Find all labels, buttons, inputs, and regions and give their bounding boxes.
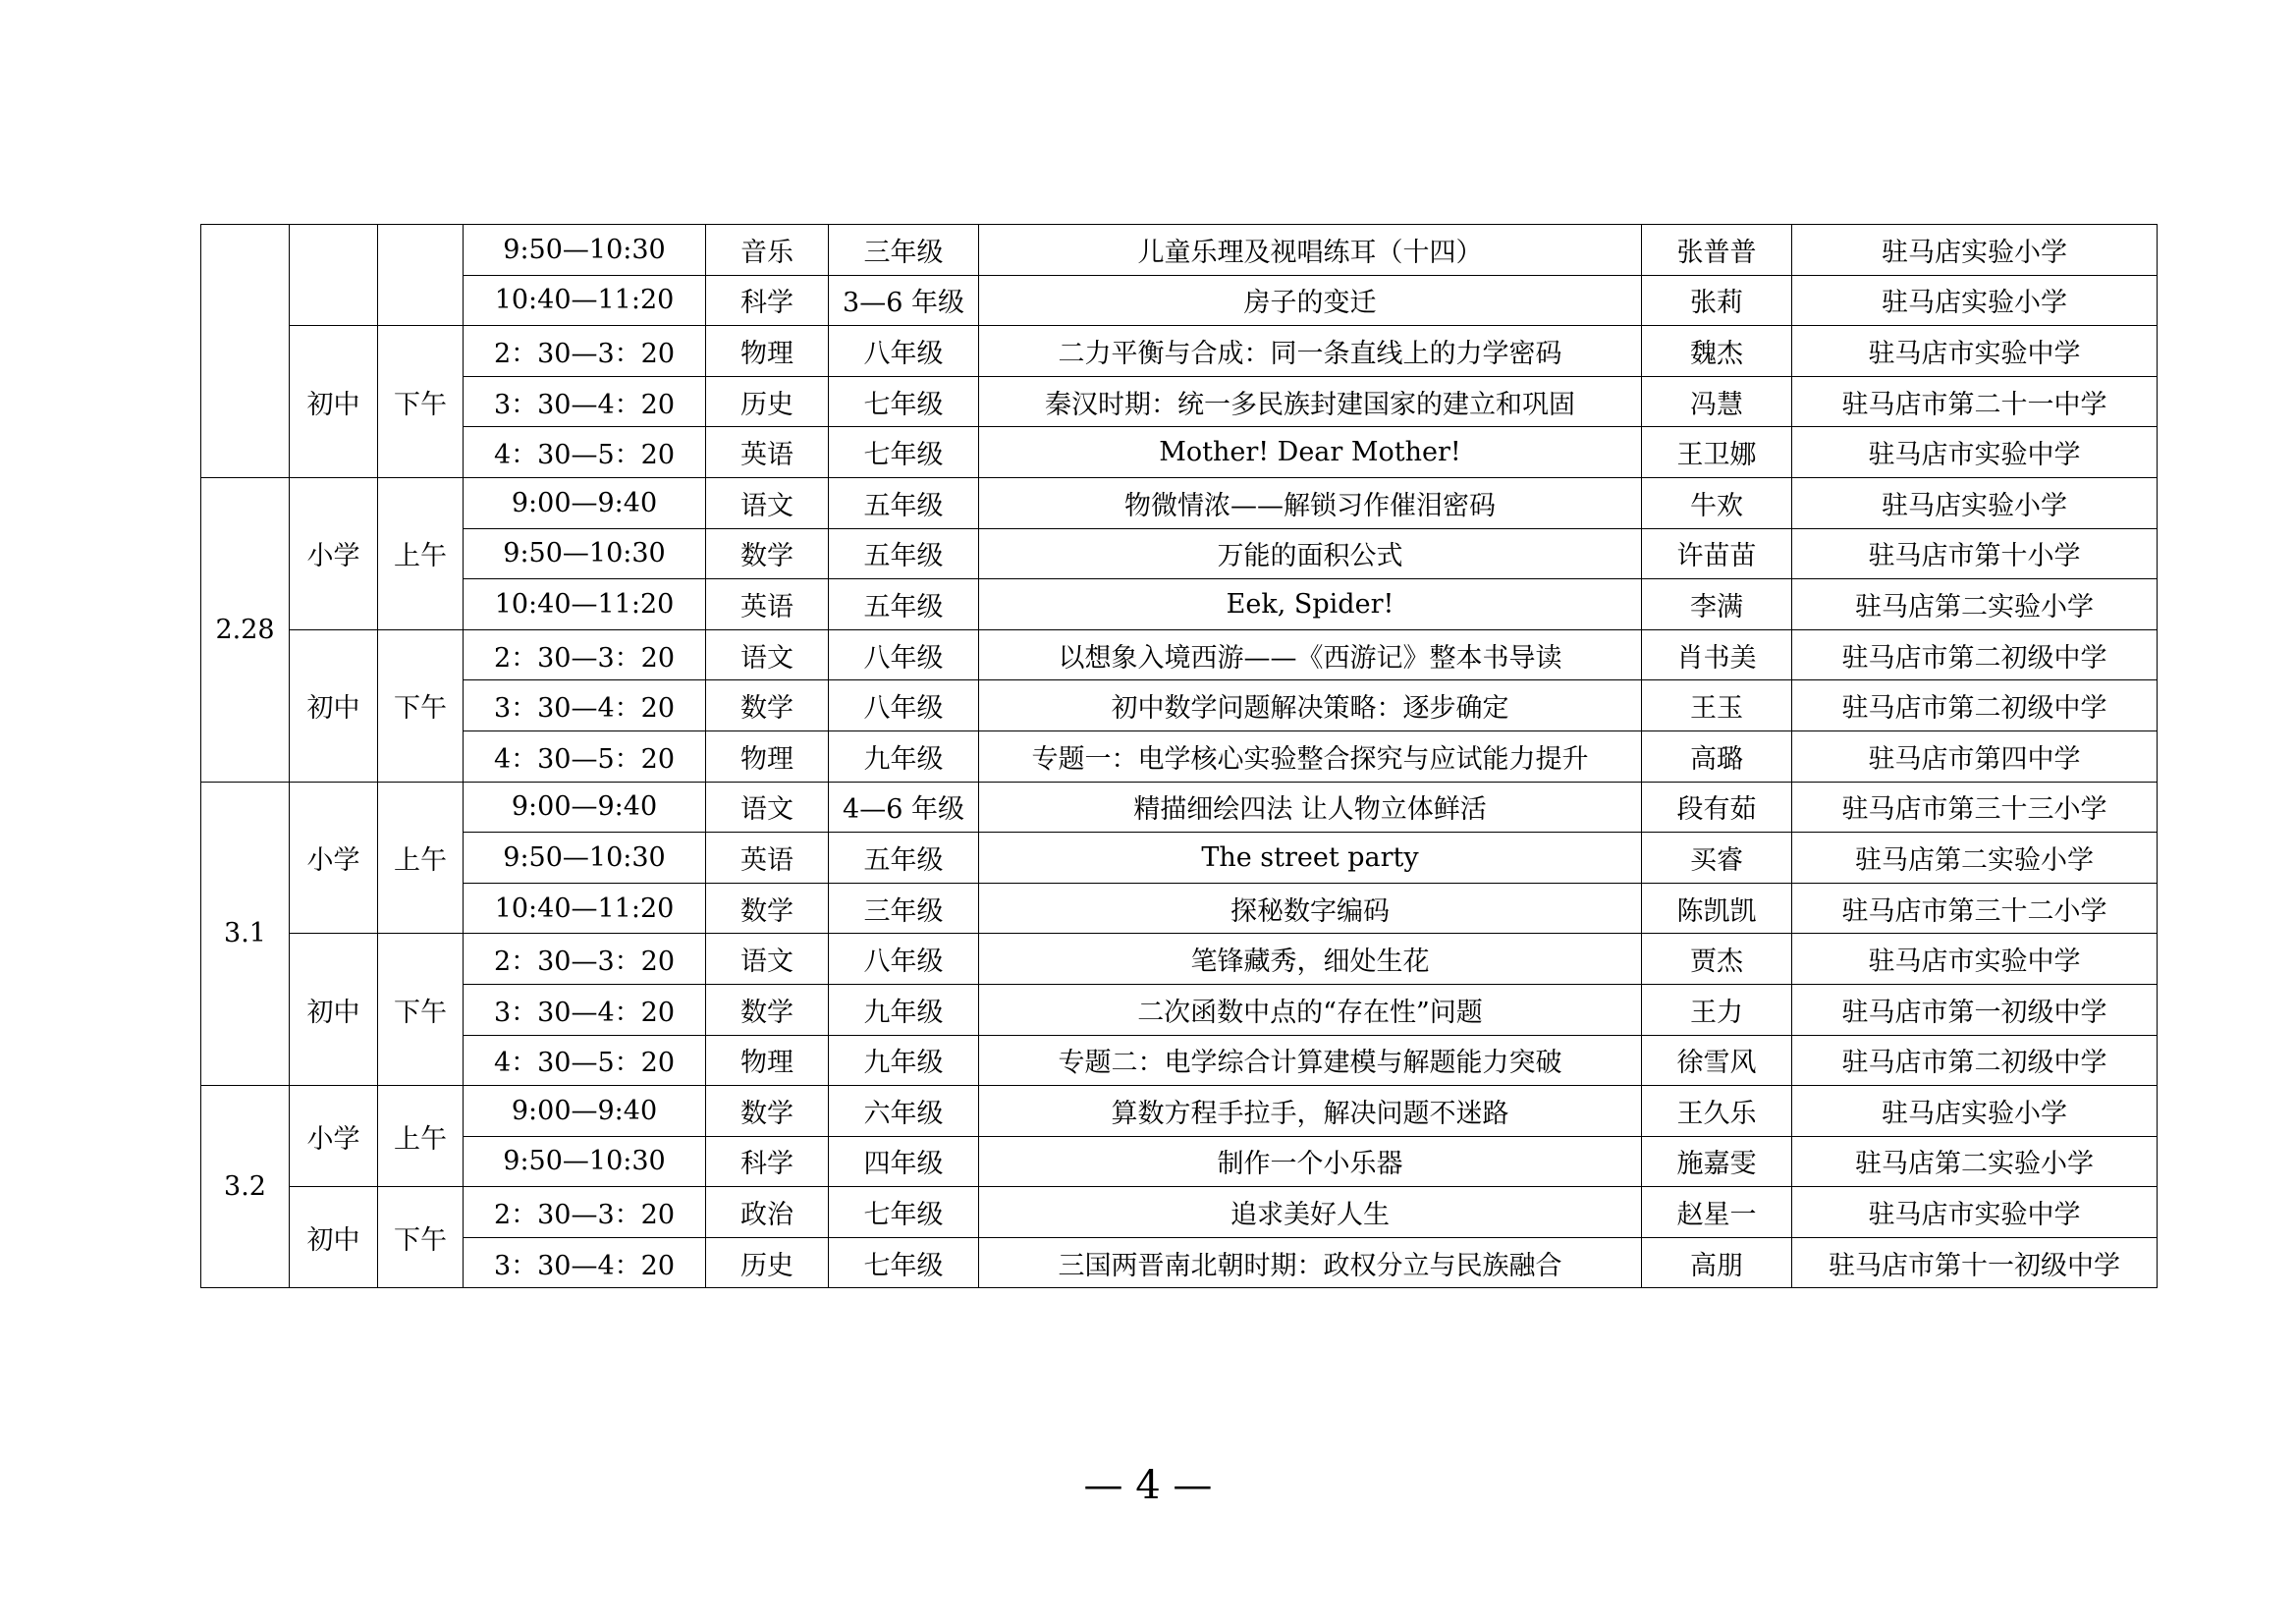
subject-cell: 物理: [706, 730, 829, 782]
topic-cell: Eek, Spider!: [979, 579, 1642, 630]
grade-cell: 八年级: [829, 680, 979, 731]
period-cell: [378, 225, 464, 326]
school-cell: 驻马店市第二初级中学: [1792, 680, 2158, 731]
teacher-cell: 王力: [1642, 984, 1792, 1035]
topic-cell: 物微情浓——解锁习作催泪密码: [979, 477, 1642, 528]
subject-cell: 英语: [706, 427, 829, 478]
subject-cell: 物理: [706, 326, 829, 377]
table-row: [201, 1237, 2158, 1288]
grade-cell: 五年级: [829, 528, 979, 579]
teacher-cell: 肖书美: [1642, 629, 1792, 680]
teacher-cell: 施嘉雯: [1642, 1136, 1792, 1187]
date-cell: [201, 225, 290, 478]
topic-cell: 精描细绘四法 让人物立体鲜活: [979, 782, 1642, 833]
topic-cell: 万能的面积公式: [979, 528, 1642, 579]
date-cell: 3.1: [201, 782, 290, 1086]
level-cell: 小学: [290, 477, 378, 629]
school-cell: 驻马店市第三十二小学: [1792, 883, 2158, 934]
date-cell: 3.2: [201, 1086, 290, 1288]
subject-cell: 历史: [706, 376, 829, 427]
school-cell: 驻马店市第十一初级中学: [1792, 1237, 2158, 1288]
teacher-cell: 张普普: [1642, 225, 1792, 276]
topic-cell: 三国两晋南北朝时期：政权分立与民族融合: [979, 1237, 1642, 1288]
school-cell: 驻马店市第一初级中学: [1792, 984, 2158, 1035]
subject-cell: 数学: [706, 883, 829, 934]
page-number: — 4 —: [1083, 1463, 1213, 1508]
grade-cell: 八年级: [829, 629, 979, 680]
school-cell: 驻马店实验小学: [1792, 1086, 2158, 1137]
time-cell: 4：30—5：20: [464, 427, 706, 478]
school-cell: 驻马店市实验中学: [1792, 934, 2158, 985]
teacher-cell: 段有茹: [1642, 782, 1792, 833]
school-cell: 驻马店第二实验小学: [1792, 579, 2158, 630]
table-row: [201, 680, 2158, 731]
grade-cell: 四年级: [829, 1136, 979, 1187]
table-row: [201, 528, 2158, 579]
subject-cell: 语文: [706, 782, 829, 833]
grade-cell: 4—6 年级: [829, 782, 979, 833]
school-cell: 驻马店实验小学: [1792, 275, 2158, 326]
subject-cell: 语文: [706, 934, 829, 985]
grade-cell: 八年级: [829, 934, 979, 985]
topic-cell: 制作一个小乐器: [979, 1136, 1642, 1187]
topic-cell: 探秘数字编码: [979, 883, 1642, 934]
school-cell: 驻马店市实验中学: [1792, 427, 2158, 478]
grade-cell: 八年级: [829, 326, 979, 377]
time-cell: 3：30—4：20: [464, 984, 706, 1035]
table-row: [201, 1086, 2158, 1137]
grade-cell: 七年级: [829, 1187, 979, 1238]
table-row: [201, 579, 2158, 630]
table-row: [201, 376, 2158, 427]
time-cell: 9:00—9:40: [464, 782, 706, 833]
grade-cell: 五年级: [829, 833, 979, 884]
topic-cell: 追求美好人生: [979, 1187, 1642, 1238]
subject-cell: 英语: [706, 833, 829, 884]
topic-cell: The street party: [979, 833, 1642, 884]
subject-cell: 音乐: [706, 225, 829, 276]
level-cell: 小学: [290, 1086, 378, 1187]
topic-cell: 算数方程手拉手，解决问题不迷路: [979, 1086, 1642, 1137]
level-cell: 初中: [290, 326, 378, 478]
time-cell: 3：30—4：20: [464, 376, 706, 427]
teacher-cell: 陈凯凯: [1642, 883, 1792, 934]
teacher-cell: 冯慧: [1642, 376, 1792, 427]
subject-cell: 数学: [706, 984, 829, 1035]
table-row: [201, 730, 2158, 782]
level-cell: 初中: [290, 934, 378, 1086]
table-row: [201, 984, 2158, 1035]
grade-cell: 七年级: [829, 376, 979, 427]
subject-cell: 英语: [706, 579, 829, 630]
time-cell: 2：30—3：20: [464, 934, 706, 985]
time-cell: 9:00—9:40: [464, 1086, 706, 1137]
topic-cell: 笔锋藏秀，细处生花: [979, 934, 1642, 985]
grade-cell: 九年级: [829, 730, 979, 782]
subject-cell: 历史: [706, 1237, 829, 1288]
table-row: [201, 225, 2158, 276]
schedule-table: [200, 224, 2158, 1288]
topic-cell: 儿童乐理及视唱练耳（十四）: [979, 225, 1642, 276]
subject-cell: 数学: [706, 680, 829, 731]
table-row: [201, 275, 2158, 326]
period-cell: 上午: [378, 1086, 464, 1187]
subject-cell: 科学: [706, 275, 829, 326]
school-cell: 驻马店市实验中学: [1792, 1187, 2158, 1238]
table-row: [201, 782, 2158, 833]
teacher-cell: 贾杰: [1642, 934, 1792, 985]
school-cell: 驻马店第二实验小学: [1792, 1136, 2158, 1187]
time-cell: 9:00—9:40: [464, 477, 706, 528]
table-row: [201, 1136, 2158, 1187]
table-row: [201, 477, 2158, 528]
school-cell: 驻马店市第三十三小学: [1792, 782, 2158, 833]
topic-cell: 房子的变迁: [979, 275, 1642, 326]
teacher-cell: 徐雪风: [1642, 1035, 1792, 1086]
schedule-body: [201, 225, 2158, 1288]
topic-cell: 专题二：电学综合计算建模与解题能力突破: [979, 1035, 1642, 1086]
school-cell: 驻马店市第二初级中学: [1792, 1035, 2158, 1086]
grade-cell: 五年级: [829, 477, 979, 528]
teacher-cell: 王卫娜: [1642, 427, 1792, 478]
time-cell: 9:50—10:30: [464, 225, 706, 276]
time-cell: 2：30—3：20: [464, 326, 706, 377]
level-cell: 初中: [290, 629, 378, 782]
table-row: [201, 883, 2158, 934]
topic-cell: 二力平衡与合成：同一条直线上的力学密码: [979, 326, 1642, 377]
period-cell: 下午: [378, 629, 464, 782]
teacher-cell: 李满: [1642, 579, 1792, 630]
teacher-cell: 买睿: [1642, 833, 1792, 884]
school-cell: 驻马店市第二十一中学: [1792, 376, 2158, 427]
teacher-cell: 魏杰: [1642, 326, 1792, 377]
teacher-cell: 王玉: [1642, 680, 1792, 731]
topic-cell: 以想象入境西游——《西游记》整本书导读: [979, 629, 1642, 680]
time-cell: 9:50—10:30: [464, 833, 706, 884]
school-cell: 驻马店市第二初级中学: [1792, 629, 2158, 680]
date-cell: 2.28: [201, 477, 290, 782]
school-cell: 驻马店第二实验小学: [1792, 833, 2158, 884]
teacher-cell: 高璐: [1642, 730, 1792, 782]
teacher-cell: 张莉: [1642, 275, 1792, 326]
grade-cell: 七年级: [829, 427, 979, 478]
level-cell: 初中: [290, 1187, 378, 1288]
table-row: [201, 833, 2158, 884]
time-cell: 2：30—3：20: [464, 1187, 706, 1238]
grade-cell: 三年级: [829, 883, 979, 934]
grade-cell: 七年级: [829, 1237, 979, 1288]
subject-cell: 科学: [706, 1136, 829, 1187]
time-cell: 4：30—5：20: [464, 730, 706, 782]
period-cell: 下午: [378, 934, 464, 1086]
subject-cell: 物理: [706, 1035, 829, 1086]
subject-cell: 数学: [706, 528, 829, 579]
teacher-cell: 牛欢: [1642, 477, 1792, 528]
time-cell: 3：30—4：20: [464, 680, 706, 731]
grade-cell: 五年级: [829, 579, 979, 630]
time-cell: 10:40—11:20: [464, 883, 706, 934]
table-row: [201, 1035, 2158, 1086]
time-cell: 4：30—5：20: [464, 1035, 706, 1086]
teacher-cell: 许苗苗: [1642, 528, 1792, 579]
topic-cell: Mother! Dear Mother!: [979, 427, 1642, 478]
teacher-cell: 王久乐: [1642, 1086, 1792, 1137]
period-cell: 下午: [378, 1187, 464, 1288]
table-row: [201, 934, 2158, 985]
time-cell: 10:40—11:20: [464, 275, 706, 326]
subject-cell: 语文: [706, 477, 829, 528]
time-cell: 3：30—4：20: [464, 1237, 706, 1288]
grade-cell: 三年级: [829, 225, 979, 276]
topic-cell: 二次函数中点的“存在性”问题: [979, 984, 1642, 1035]
subject-cell: 数学: [706, 1086, 829, 1137]
level-cell: 小学: [290, 782, 378, 934]
teacher-cell: 高朋: [1642, 1237, 1792, 1288]
period-cell: 上午: [378, 477, 464, 629]
table-row: [201, 629, 2158, 680]
subject-cell: 语文: [706, 629, 829, 680]
table-row: [201, 427, 2158, 478]
period-cell: 下午: [378, 326, 464, 478]
time-cell: 9:50—10:30: [464, 1136, 706, 1187]
school-cell: 驻马店实验小学: [1792, 477, 2158, 528]
topic-cell: 专题一：电学核心实验整合探究与应试能力提升: [979, 730, 1642, 782]
school-cell: 驻马店市实验中学: [1792, 326, 2158, 377]
grade-cell: 3—6 年级: [829, 275, 979, 326]
teacher-cell: 赵星一: [1642, 1187, 1792, 1238]
time-cell: 2：30—3：20: [464, 629, 706, 680]
topic-cell: 初中数学问题解决策略：逐步确定: [979, 680, 1642, 731]
grade-cell: 九年级: [829, 984, 979, 1035]
period-cell: 上午: [378, 782, 464, 934]
subject-cell: 政治: [706, 1187, 829, 1238]
time-cell: 10:40—11:20: [464, 579, 706, 630]
school-cell: 驻马店实验小学: [1792, 225, 2158, 276]
school-cell: 驻马店市第十小学: [1792, 528, 2158, 579]
school-cell: 驻马店市第四中学: [1792, 730, 2158, 782]
time-cell: 9:50—10:30: [464, 528, 706, 579]
grade-cell: 九年级: [829, 1035, 979, 1086]
table-row: [201, 326, 2158, 377]
table-row: [201, 1187, 2158, 1238]
grade-cell: 六年级: [829, 1086, 979, 1137]
topic-cell: 秦汉时期：统一多民族封建国家的建立和巩固: [979, 376, 1642, 427]
level-cell: [290, 225, 378, 326]
